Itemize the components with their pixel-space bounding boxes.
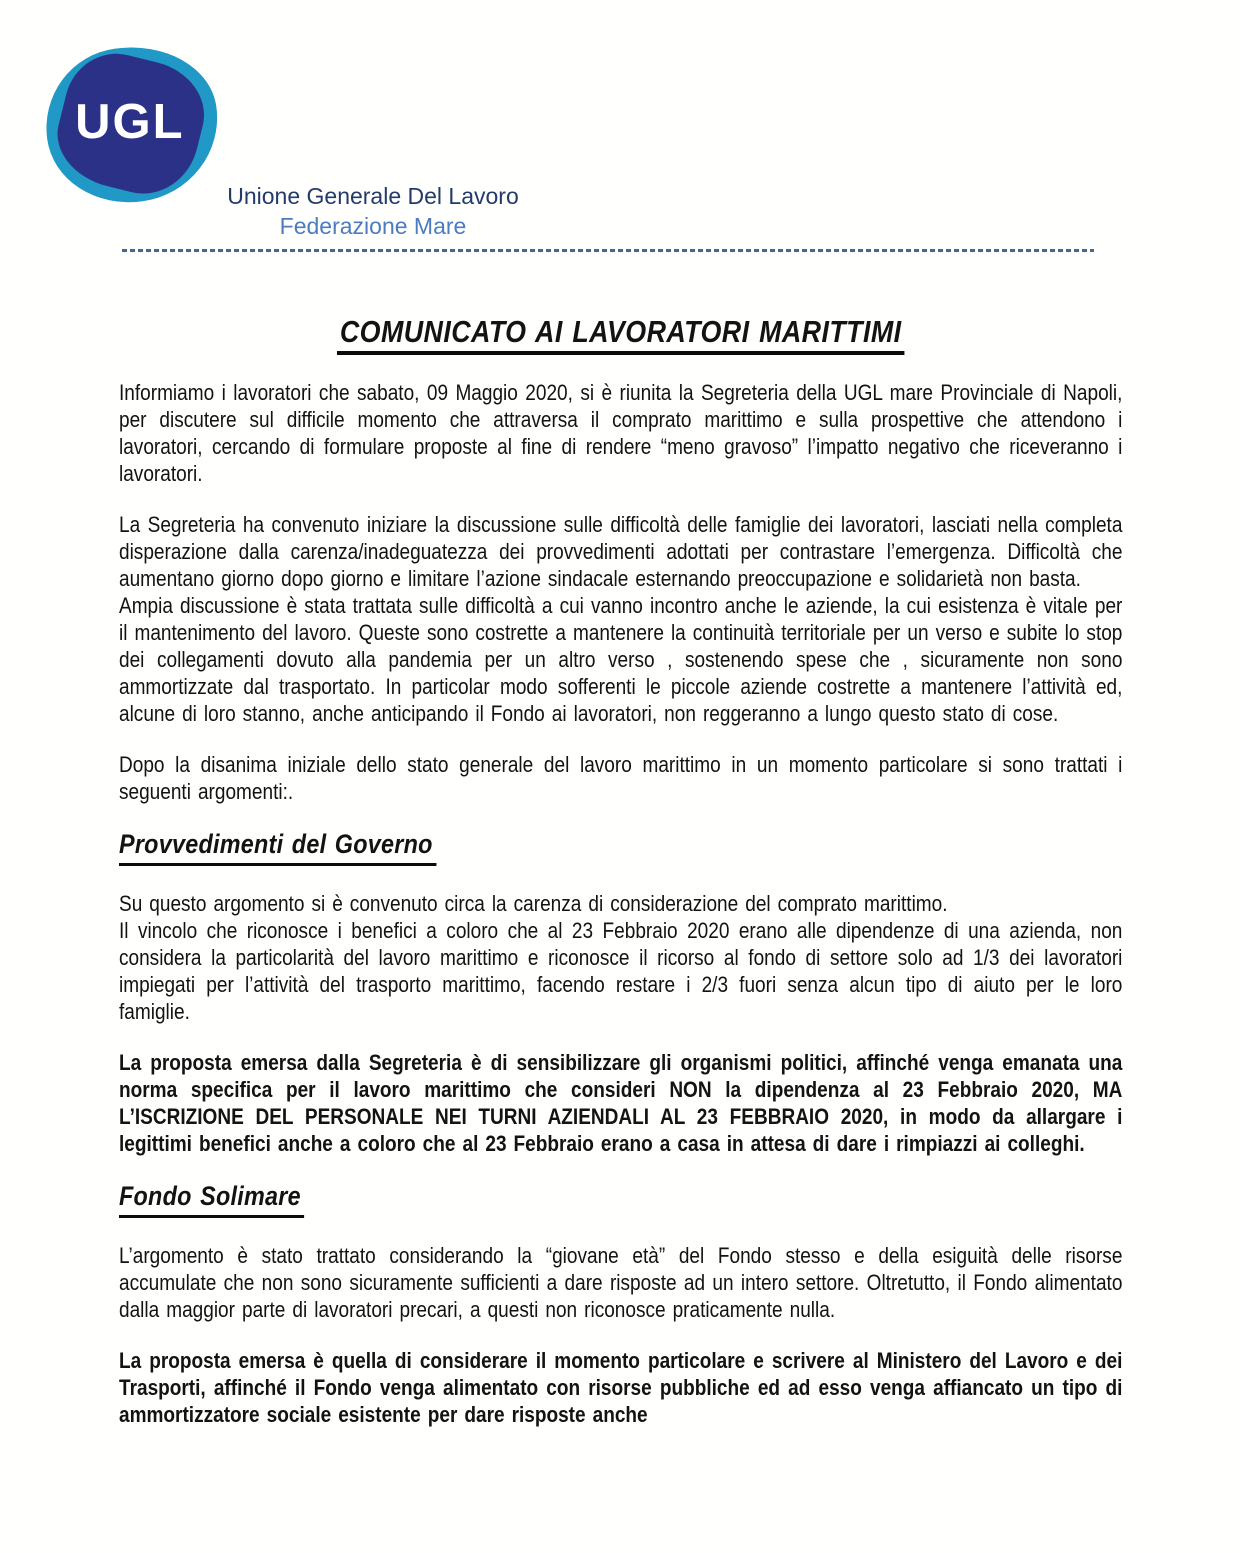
organization-block (225, 183, 521, 240)
intro-paragraph-3: Dopo la disanima iniziale dello stato generale del lavoro marittimo in un momento particolare si sono trattati i seguenti argomenti:. (119, 752, 1123, 804)
solimare-proposal-paragraph: La proposta emersa è quella di considerare il momento particolare e scrivere al Ministero del Lavoro e dei Trasporti, affinché il Fondo venga alimentato con risorse pubbliche ed ad esso venga affiancato un tipo di ammortizzatore sociale esistente per dare risposte anche (119, 1348, 1123, 1427)
governo-proposal-paragraph: La proposta emersa dalla Segreteria è di sensibilizzare gli organismi politici, affinché venga emanata una norma specifica per il lavoro marittimo che consideri NON la dipendenza al 23 Febbraio 2020, MA L’ISCRIZIONE DEL PERSONALE NEI TURNI AZIENDALI AL 23 FEBBRAIO 2020, in modo da allargare i legittimi benefici anche a coloro che al 23 Febbraio erano a casa in attesa di dare i rimpiazzi ai colleghi. (119, 1050, 1123, 1156)
intro-paragraph-1: Informiamo i lavoratori che sabato, 09 Maggio 2020, si è riunita la Segreteria della UGL mare Provinciale di Napoli, per discutere sul difficile momento che attraversa il comprato marittimo e sulla prospettive che attendono i lavoratori, cercando di formulare proposte al fine di rendere “meno gravoso” l’impatto negativo che riceveranno i lavoratori. (119, 380, 1123, 486)
section-heading-row-governo (119, 829, 1122, 866)
document-content (119, 308, 1122, 1452)
logo-text: UGL (75, 94, 185, 149)
section-heading-governo: Provvedimenti del Governo (119, 829, 436, 866)
intro-paragraph-2a: La Segreteria ha convenuto iniziare la discussione sulle difficoltà delle famiglie dei lavoratori, lasciati nella completa disperazione dalla carenza/inadeguatezza dei provvedimenti adottati per contrastare l’emergenza. Difficoltà che aumentano giorno dopo giorno e limitare l’azione sindacale esternando preoccupazione e solidarietà non basta. (119, 512, 1123, 591)
governo-paragraph-2: Il vincolo che riconosce i benefici a coloro che al 23 Febbraio 2020 erano alle dipendenze di una azienda, non considera la particolarità del lavoro marittimo e riconosce il ricorso al fondo di settore solo ad 1/3 dei lavoratori impiegati per l’attività del trasporto marittimo, facendo restare i 2/3 fuori senza alcun tipo di aiuto per le loro famiglie. (119, 918, 1123, 1024)
governo-paragraph-1: Su questo argomento si è convenuto circa la carenza di considerazione del comprato marittimo. (119, 891, 948, 916)
document-title: COMUNICATO AI LAVORATORI MARITTIMI (337, 314, 904, 355)
ugl-logo-icon (46, 47, 218, 202)
federation-name: Federazione Mare (279, 213, 467, 240)
section-heading-solimare: Fondo Solimare (119, 1181, 304, 1218)
title-row (119, 314, 1122, 355)
header-divider (122, 249, 1094, 252)
solimare-paragraph-1: L’argomento è stato trattato considerando la “giovane età” del Fondo stesso e della esiguità delle risorse accumulate che non sono sicuramente sufficienti a dare risposte ad un intero settore. Oltretutto, il Fondo alimentato dalla maggior parte di lavoratori precari, a questi non riconosce praticamente nulla. (119, 1243, 1123, 1322)
organization-name: Unione Generale Del Lavoro (227, 183, 519, 209)
section-heading-row-solimare (119, 1181, 1122, 1218)
intro-paragraph-2b: Ampia discussione è stata trattata sulle difficoltà a cui vanno incontro anche le aziende, la cui esistenza è vitale per il mantenimento del lavoro. Queste sono costrette a mantenere la continuità territoriale per un verso e subite lo stop dei collegamenti dovuto alla pandemia per un altro verso , sostenendo spese che , sicuramente non sono ammortizzate dal trasportato. In particolar modo sofferenti le piccole aziende costrette a mantenere l’attività ed, alcune di loro stanno, anche anticipando il Fondo ai lavoratori, non reggeranno a lungo questo stato di cose. (119, 593, 1123, 726)
